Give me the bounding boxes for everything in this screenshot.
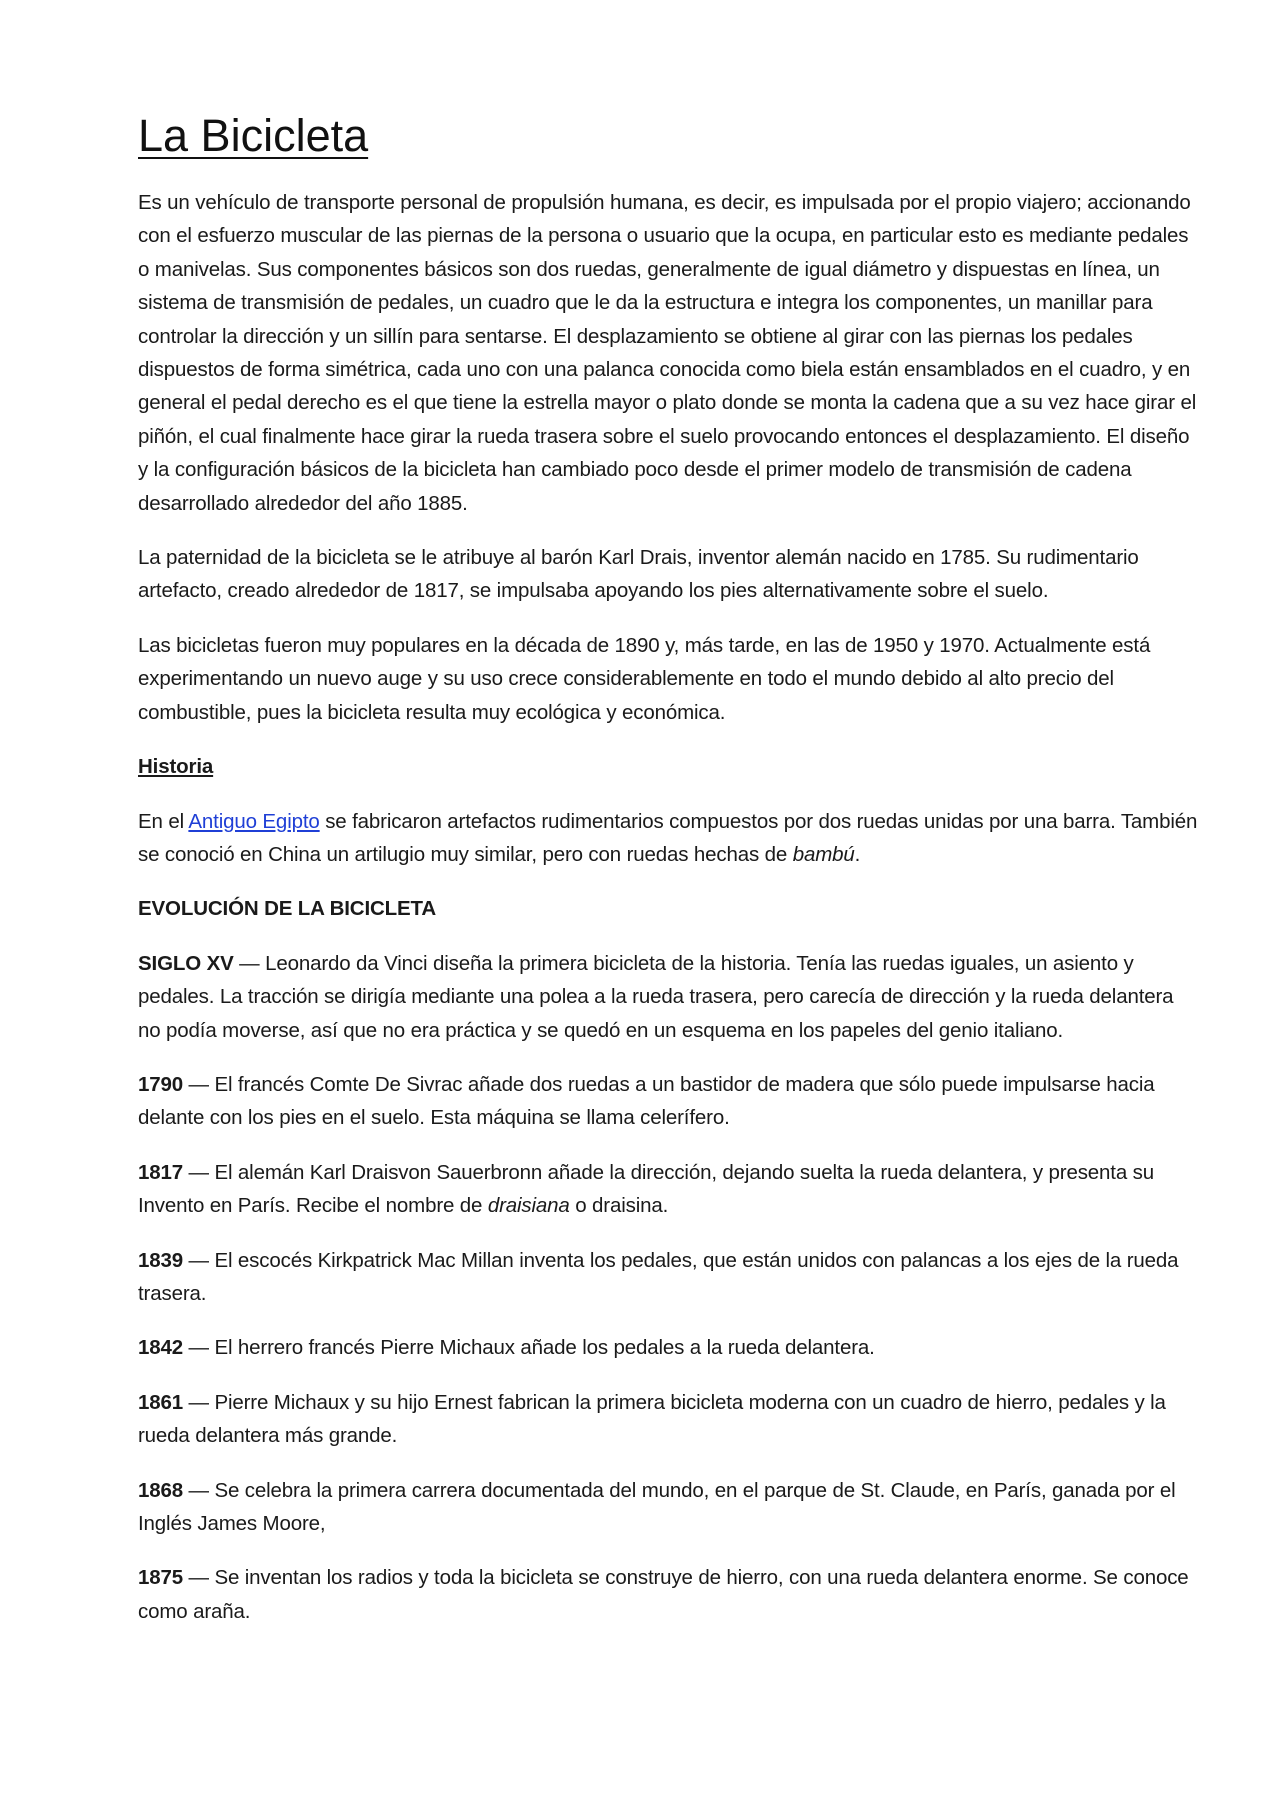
timeline-text: — El herrero francés Pierre Michaux añade los pedales a la rueda delantera.: [183, 1336, 875, 1360]
timeline-text: — Se inventan los radios y toda la bicicleta se construye de hierro, con una rueda delantera enorme. Se conoce como araña.: [138, 1566, 1189, 1623]
historia-text-after-link: se fabricaron artefactos rudimentarios compuestos por dos ruedas unidas por una barra. También se conoció en China un artilugio muy similar, pero con ruedas hechas de: [138, 809, 1198, 866]
timeline-text: — El francés Comte De Sivrac añade dos ruedas a un bastidor de madera que sólo puede impulsarse hacia delante con los pies en el suelo. Esta máquina se llama celerífero.: [138, 1072, 1155, 1130]
timeline-entry-1861: [138, 1386, 1198, 1453]
timeline-italic-word: draisiana: [487, 1194, 570, 1218]
timeline-year: 1839: [138, 1248, 184, 1272]
timeline-year: 1875: [138, 1566, 184, 1590]
historia-paragraph: [138, 805, 1198, 872]
timeline-text: — Leonardo da Vinci diseña la primera bicicleta de la historia. Tenía las ruedas iguales, un asiento y pedales. La tracción se dirigía mediante una polea a la rueda trasera, pero carecía de dirección y la rueda delantera no podía moverse, así que no era práctica y se quedó en un esquema en los papeles del genio italiano.: [138, 951, 1174, 1042]
timeline-entry-1842: [138, 1331, 1198, 1364]
timeline-year: 1861: [138, 1390, 184, 1414]
timeline-year: 1842: [138, 1336, 184, 1360]
historia-italic-word: bambú: [792, 842, 855, 866]
timeline-entry-1839: [138, 1244, 1198, 1311]
intro-paragraph-2: La paternidad de la bicicleta se le atribuye al barón Karl Drais, inventor alemán nacido en 1785. Su rudimentario artefacto, creado alrededor de 1817, se impulsaba apoyando los pies alternativamente sobre el suelo.: [138, 546, 1139, 603]
timeline-entry-1790: [138, 1068, 1198, 1135]
timeline-label: SIGLO XV: [138, 951, 234, 975]
timeline-text: — Se celebra la primera carrera documentada del mundo, en el parque de St. Claude, en París, ganada por el Inglés James Moore,: [138, 1478, 1176, 1535]
document-page: [138, 108, 1198, 1649]
timeline-entry-1817: [138, 1156, 1198, 1223]
evolucion-heading-paragraph: [138, 892, 1198, 925]
timeline-text-before: — El alemán Karl Draisvon Sauerbronn añade la dirección, dejando suelta la rueda delantera, y presenta su Invento en París. Recibe el nombre de: [138, 1160, 1154, 1218]
timeline-entry-1875: [138, 1561, 1198, 1628]
timeline-text-after: o draisina.: [569, 1194, 669, 1218]
historia-heading-paragraph: [138, 750, 1198, 783]
historia-text-end: .: [854, 842, 861, 866]
timeline-year: 1790: [138, 1072, 184, 1096]
timeline-text: — Pierre Michaux y su hijo Ernest fabrican la primera bicicleta moderna con un cuadro de hierro, pedales y la rueda delantera más grande.: [138, 1390, 1166, 1448]
timeline-text: — El escocés Kirkpatrick Mac Millan inventa los pedales, que están unidos con palancas a los ejes de la rueda trasera.: [138, 1248, 1179, 1305]
timeline-entry-1868: [138, 1474, 1198, 1541]
timeline-year: 1868: [138, 1478, 184, 1502]
intro-paragraph-3: Las bicicletas fueron muy populares en la década de 1890 y, más tarde, en las de 1950 y 1970. Actualmente está experimentando un nuevo auge y su uso crece considerablemente en todo el mundo debido al alto precio del combustible, pues la bicicleta resulta muy ecológica y económica.: [138, 633, 1151, 724]
timeline-entry-siglo-xv: [138, 947, 1198, 1047]
antiguo-egipto-link[interactable]: Antiguo Egipto: [188, 809, 320, 833]
intro-paragraph-1: Es un vehículo de transporte personal de propulsión humana, es decir, es impulsada por el propio viajero; accionando con el esfuerzo muscular de las piernas de la persona o usuario que la ocupa, en particular esto es mediante pedales o manivelas. Sus componentes básicos son dos ruedas, generalmente de igual diámetro y dispuestas en línea, un sistema de transmisión de pedales, un cuadro que le da la estructura e integra los componentes, un manillar para controlar la dirección y un sillín para sentarse. El desplazamiento se obtiene al girar con las piernas los pedales dispuestos de forma simétrica, cada uno con una palanca conocida como biela están ensamblados en el cuadro, y en general el pedal derecho es el que tiene la estrella mayor o plato donde se monta la cadena que a su vez hace girar el piñón, el cual finalmente hace girar la rueda trasera sobre el suelo provocando entonces el desplazamiento. El diseño y la configuración básicos de la bicicleta han cambiado poco desde el primer modelo de transmisión de cadena desarrollado alrededor del año 1885.: [138, 191, 1197, 515]
historia-text-before-link: En el: [138, 809, 189, 833]
timeline-year: 1817: [138, 1160, 184, 1184]
historia-heading: Historia: [138, 755, 214, 779]
evolucion-heading: EVOLUCIÓN DE LA BICICLETA: [138, 897, 437, 921]
document-title: La Bicicleta: [138, 110, 369, 161]
